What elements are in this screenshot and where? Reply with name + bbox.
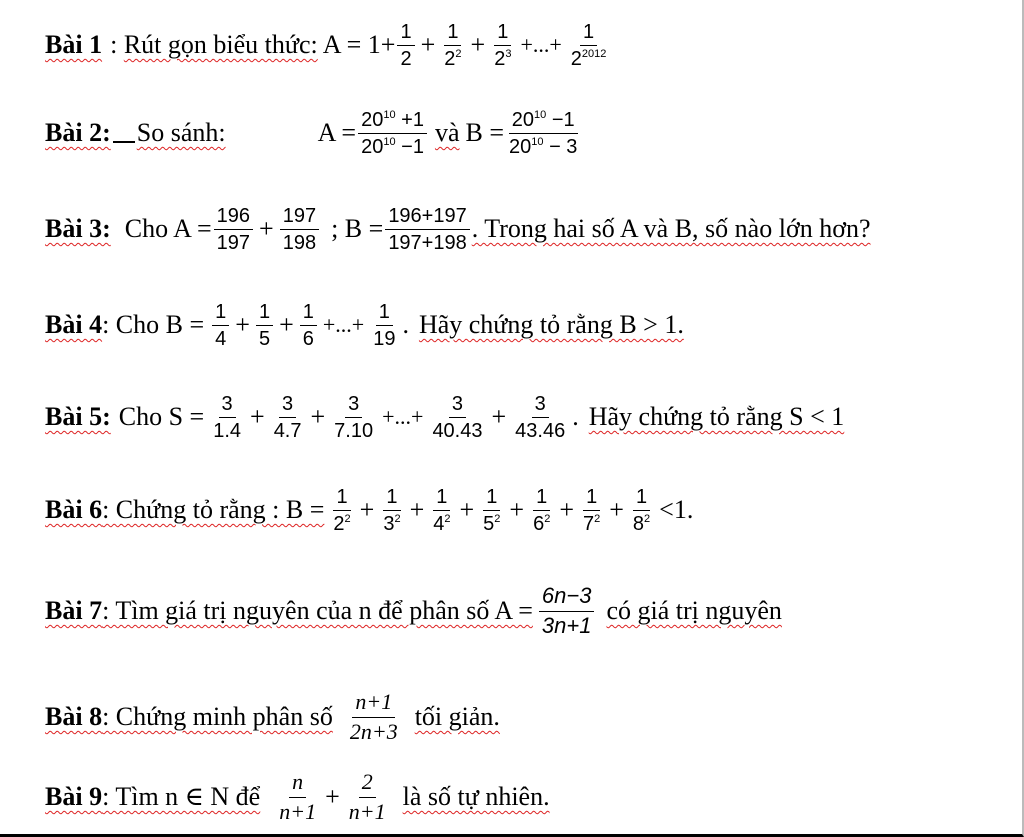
fraction xyxy=(330,486,353,535)
numerator: 1 xyxy=(580,21,597,46)
text: và xyxy=(434,118,460,147)
denominator xyxy=(330,511,353,535)
fraction xyxy=(491,21,514,70)
fraction xyxy=(385,205,469,254)
operator: + xyxy=(559,495,574,524)
text: : Chứng minh phân số xyxy=(102,702,333,731)
operator: + xyxy=(470,30,486,59)
operator: + xyxy=(259,214,274,243)
fraction xyxy=(370,301,398,350)
numerator: 1 xyxy=(533,486,550,511)
operator: + xyxy=(509,495,525,524)
numerator xyxy=(509,109,578,134)
denominator: 19 xyxy=(373,327,396,350)
fraction xyxy=(256,301,273,350)
text: Rút gọn biểu thức: xyxy=(123,30,318,59)
numerator: 1 xyxy=(383,486,400,511)
operator: + xyxy=(279,310,294,339)
denominator xyxy=(380,511,403,535)
base: 8 xyxy=(632,512,645,535)
fraction xyxy=(380,486,403,535)
problem-5 xyxy=(45,372,844,462)
problem-label: Bài 9 xyxy=(45,782,103,811)
fraction xyxy=(630,486,653,535)
fraction xyxy=(530,486,553,535)
problem-label: Bài 4 xyxy=(45,310,103,339)
denominator: 1.4 xyxy=(213,419,242,442)
denominator: n+1 xyxy=(348,798,386,824)
fraction xyxy=(347,690,401,743)
numerator: 1 xyxy=(376,301,393,326)
numerator: 1 xyxy=(433,486,450,511)
numerator: 6n−3 xyxy=(539,584,595,611)
blank-line xyxy=(113,123,135,143)
fraction xyxy=(580,486,603,535)
problem-label: Bài 2: xyxy=(45,118,111,147)
operator: + xyxy=(459,495,475,524)
fraction xyxy=(441,21,464,70)
operator: + xyxy=(491,402,507,431)
problem-2 xyxy=(45,88,582,178)
numerator: 2 xyxy=(359,770,376,797)
operator: + xyxy=(310,402,326,431)
fraction xyxy=(346,770,389,823)
denominator xyxy=(430,511,453,535)
term: − 3 xyxy=(543,135,578,158)
numerator: n+1 xyxy=(352,690,395,717)
denominator xyxy=(480,511,503,535)
denominator xyxy=(441,46,464,70)
denominator: 2n+3 xyxy=(349,718,398,744)
problem-3 xyxy=(45,184,870,274)
text: . Trong hai số A và B, số nào lớn hơn? xyxy=(471,214,871,243)
fraction xyxy=(271,393,305,442)
fraction xyxy=(480,486,503,535)
operator: + xyxy=(325,782,340,811)
fraction xyxy=(300,301,317,350)
problem-label: Bài 3: xyxy=(45,214,111,243)
denominator xyxy=(491,46,514,70)
text: Cho A = xyxy=(124,214,212,243)
text: . xyxy=(572,402,579,431)
numerator: 3 xyxy=(279,393,296,418)
numerator: n xyxy=(289,770,306,797)
problem-7 xyxy=(45,566,782,656)
problem-4 xyxy=(45,280,684,370)
denominator: n+1 xyxy=(279,798,317,824)
denominator: 2 xyxy=(400,47,412,70)
fraction xyxy=(429,393,485,442)
base: 2 xyxy=(444,47,456,70)
fraction xyxy=(430,486,453,535)
base: 20 xyxy=(361,108,384,131)
exponent: 2 xyxy=(394,512,401,525)
numerator: 1 xyxy=(333,486,350,511)
operator: + xyxy=(409,495,425,524)
operator: +...+ xyxy=(520,32,562,57)
exponent: 2 xyxy=(494,512,501,525)
numerator xyxy=(358,109,427,134)
problem-1 xyxy=(45,0,611,90)
exponent: 2 xyxy=(594,512,601,525)
denominator xyxy=(530,511,553,535)
fraction xyxy=(397,21,414,70)
operator: +...+ xyxy=(322,312,365,337)
numerator: 196+197 xyxy=(385,205,469,230)
text: : xyxy=(110,30,124,59)
text: Cho S = xyxy=(118,402,205,431)
numerator: 1 xyxy=(256,301,273,326)
exponent: 2 xyxy=(644,512,651,525)
base: 2 xyxy=(570,47,582,70)
denominator: 197+198 xyxy=(388,231,467,254)
operator: + xyxy=(235,310,250,339)
denominator: 197 xyxy=(216,231,251,254)
denominator: 43.46 xyxy=(515,419,566,442)
denominator: 5 xyxy=(258,327,271,350)
term: −1 xyxy=(546,108,575,131)
term: −1 xyxy=(395,135,424,158)
text: . xyxy=(402,310,409,339)
problem-label: Bài 6 xyxy=(45,495,103,524)
base: 20 xyxy=(361,135,384,158)
base: 20 xyxy=(511,108,535,131)
numerator: 3 xyxy=(219,393,236,418)
fraction xyxy=(331,393,376,442)
text: : Tìm giá trị nguyên của n để phân số A = xyxy=(102,596,533,625)
denominator xyxy=(580,511,603,535)
numerator: 3 xyxy=(345,393,362,418)
fraction xyxy=(276,770,319,823)
operator: + xyxy=(609,495,624,524)
operator: + xyxy=(359,495,375,524)
numerator: 1 xyxy=(483,486,500,511)
numerator: 1 xyxy=(397,21,414,46)
term: +1 xyxy=(395,108,424,131)
fraction xyxy=(210,393,244,442)
numerator: 197 xyxy=(280,205,319,230)
text: Hãy chứng tỏ rằng S < 1 xyxy=(588,402,845,431)
numerator: 1 xyxy=(633,486,650,511)
base: 3 xyxy=(383,512,395,535)
problem-label: Bài 8 xyxy=(45,702,103,731)
denominator: 4 xyxy=(215,327,227,350)
numerator: 3 xyxy=(449,393,466,418)
problem-8 xyxy=(45,672,500,762)
text: A = xyxy=(317,118,357,147)
exponent: 3 xyxy=(505,47,512,60)
denominator: 3n+1 xyxy=(541,612,592,638)
problem-9 xyxy=(45,752,550,837)
denominator: 40.43 xyxy=(432,419,483,442)
fraction xyxy=(506,109,580,158)
text: : Cho B = xyxy=(102,310,205,339)
numerator: 1 xyxy=(300,301,317,326)
base: 7 xyxy=(583,512,595,535)
denominator: 7.10 xyxy=(334,419,374,442)
denominator xyxy=(506,134,580,158)
operator: + xyxy=(250,402,265,431)
fraction xyxy=(568,21,610,70)
exponent: 2012 xyxy=(581,47,607,60)
text: So sánh: xyxy=(136,118,226,147)
exponent: 2 xyxy=(455,47,462,60)
base: 2 xyxy=(333,512,345,535)
problem-6 xyxy=(45,465,693,555)
problem-label: Bài 5: xyxy=(45,402,111,431)
operator: + xyxy=(420,30,436,59)
fraction xyxy=(539,584,595,637)
denominator: 4.7 xyxy=(273,419,302,442)
problem-label: Bài 1 xyxy=(45,30,103,59)
exponent: 2 xyxy=(444,512,451,525)
fraction xyxy=(212,301,229,350)
base: 6 xyxy=(533,512,545,535)
exponent: 10 xyxy=(531,135,544,148)
fraction xyxy=(280,205,319,254)
numerator: 1 xyxy=(444,21,461,46)
text: B = xyxy=(465,118,505,147)
text: A = 1+ xyxy=(317,30,396,59)
exponent: 10 xyxy=(383,135,396,148)
exponent: 2 xyxy=(344,512,351,525)
exponent: 10 xyxy=(383,108,396,121)
numerator: 1 xyxy=(494,21,511,46)
exponent: 2 xyxy=(544,512,551,525)
fraction xyxy=(358,109,427,158)
text: <1. xyxy=(659,495,694,524)
numerator: 1 xyxy=(212,301,229,326)
fraction xyxy=(512,393,568,442)
denominator: 198 xyxy=(282,231,317,254)
problem-label: Bài 7 xyxy=(45,596,103,625)
denominator xyxy=(630,511,653,535)
text: là số tự nhiên. xyxy=(402,782,550,811)
text: ; B = xyxy=(331,214,384,243)
fraction xyxy=(214,205,253,254)
base: 20 xyxy=(509,135,532,158)
text: tối giản. xyxy=(414,702,500,731)
text: : Chứng tỏ rằng : B = xyxy=(102,495,325,524)
base: 4 xyxy=(433,512,445,535)
operator: +...+ xyxy=(382,404,424,429)
denominator: 6 xyxy=(302,327,314,350)
denominator xyxy=(358,134,427,158)
text: : Tìm n ∈ N để xyxy=(102,782,261,811)
denominator xyxy=(568,46,610,70)
base: 2 xyxy=(494,47,506,70)
text: Hãy chứng tỏ rằng B > 1. xyxy=(418,310,684,339)
numerator: 3 xyxy=(532,393,549,418)
text: có giá trị nguyên xyxy=(606,596,782,625)
numerator: 196 xyxy=(214,205,253,230)
exponent: 10 xyxy=(534,108,547,121)
base: 5 xyxy=(483,512,495,535)
numerator: 1 xyxy=(583,486,600,511)
